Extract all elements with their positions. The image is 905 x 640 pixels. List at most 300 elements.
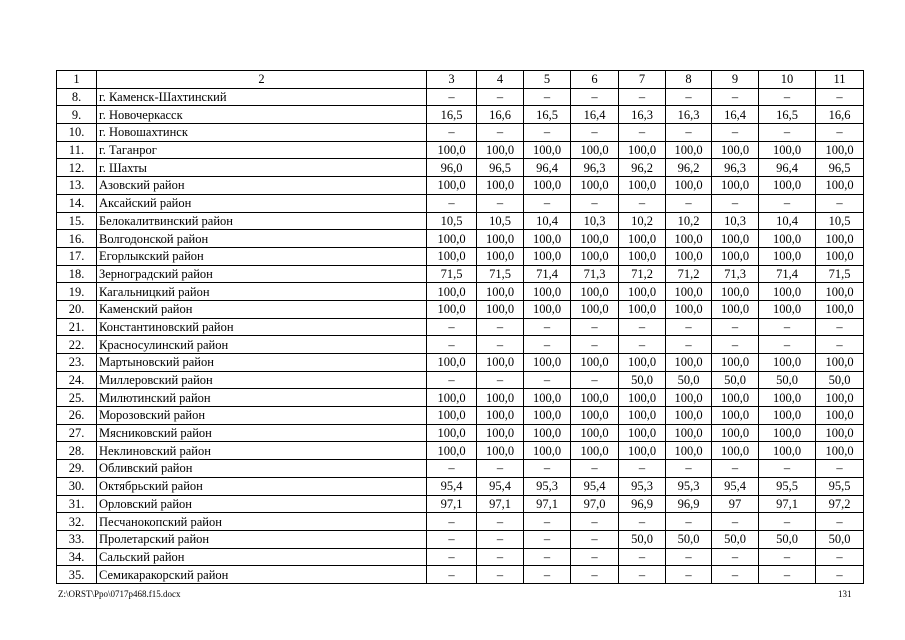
value-cell: 10,5 — [427, 212, 477, 230]
value-cell: – — [524, 194, 571, 212]
value-cell: – — [816, 194, 864, 212]
value-cell: 10,5 — [477, 212, 524, 230]
value-cell: 100,0 — [571, 230, 619, 248]
header-row — [57, 71, 864, 89]
value-cell: 10,5 — [816, 212, 864, 230]
district-name-cell: Мясниковский район — [97, 424, 427, 442]
value-cell: – — [666, 318, 712, 336]
value-cell: 100,0 — [477, 424, 524, 442]
value-cell: 100,0 — [712, 424, 759, 442]
value-cell: 100,0 — [427, 177, 477, 195]
value-cell: 50,0 — [759, 371, 816, 389]
value-cell: – — [427, 194, 477, 212]
table-row — [57, 354, 864, 372]
value-cell: 100,0 — [619, 407, 666, 425]
value-cell: 100,0 — [816, 407, 864, 425]
value-cell: – — [571, 194, 619, 212]
value-cell: 100,0 — [619, 354, 666, 372]
value-cell: – — [524, 88, 571, 106]
row-number-cell: 22. — [57, 336, 97, 354]
value-cell: 71,3 — [712, 265, 759, 283]
value-cell: 16,6 — [477, 106, 524, 124]
value-cell: 96,4 — [524, 159, 571, 177]
value-cell: – — [427, 566, 477, 584]
value-cell: 71,5 — [427, 265, 477, 283]
district-name-cell: Семикаракорский район — [97, 566, 427, 584]
value-cell: – — [712, 318, 759, 336]
table-row — [57, 477, 864, 495]
value-cell: – — [759, 460, 816, 478]
value-cell: 71,4 — [759, 265, 816, 283]
value-cell: 100,0 — [524, 442, 571, 460]
table-row — [57, 548, 864, 566]
table-row — [57, 371, 864, 389]
value-cell: – — [427, 460, 477, 478]
row-number-cell: 18. — [57, 265, 97, 283]
table-row — [57, 424, 864, 442]
value-cell: 71,5 — [816, 265, 864, 283]
value-cell: – — [712, 336, 759, 354]
header-cell: 11 — [816, 71, 864, 89]
value-cell: 50,0 — [666, 530, 712, 548]
value-cell: – — [666, 460, 712, 478]
value-cell: – — [427, 336, 477, 354]
district-name-cell: Обливский район — [97, 460, 427, 478]
district-name-cell: Пролетарский район — [97, 530, 427, 548]
value-cell: 100,0 — [427, 424, 477, 442]
row-number-cell: 33. — [57, 530, 97, 548]
value-cell: 100,0 — [816, 141, 864, 159]
value-cell: 100,0 — [427, 230, 477, 248]
value-cell: 100,0 — [477, 247, 524, 265]
value-cell: 100,0 — [759, 354, 816, 372]
value-cell: – — [666, 548, 712, 566]
value-cell: 100,0 — [712, 407, 759, 425]
row-number-cell: 25. — [57, 389, 97, 407]
value-cell: 50,0 — [816, 530, 864, 548]
value-cell: 100,0 — [759, 407, 816, 425]
value-cell: 100,0 — [619, 442, 666, 460]
value-cell: 100,0 — [666, 424, 712, 442]
district-name-cell: Мартыновский район — [97, 354, 427, 372]
value-cell: 100,0 — [666, 247, 712, 265]
value-cell: 100,0 — [571, 247, 619, 265]
value-cell: – — [427, 513, 477, 531]
value-cell: 50,0 — [759, 530, 816, 548]
table-row — [57, 194, 864, 212]
table-row — [57, 159, 864, 177]
district-name-cell: Волгодонской район — [97, 230, 427, 248]
value-cell: – — [524, 336, 571, 354]
value-cell: 96,3 — [712, 159, 759, 177]
value-cell: 71,4 — [524, 265, 571, 283]
value-cell: 100,0 — [571, 442, 619, 460]
district-name-cell: Миллеровский район — [97, 371, 427, 389]
value-cell: – — [477, 371, 524, 389]
value-cell: – — [759, 194, 816, 212]
value-cell: 97,2 — [816, 495, 864, 513]
value-cell: 97,1 — [759, 495, 816, 513]
value-cell: 100,0 — [666, 407, 712, 425]
value-cell: – — [571, 513, 619, 531]
header-cell: 6 — [571, 71, 619, 89]
value-cell: 16,5 — [427, 106, 477, 124]
district-name-cell: Константиновский район — [97, 318, 427, 336]
table-row — [57, 389, 864, 407]
value-cell: 95,5 — [759, 477, 816, 495]
value-cell: 100,0 — [477, 389, 524, 407]
table-row — [57, 513, 864, 531]
value-cell: 71,2 — [666, 265, 712, 283]
value-cell: 16,3 — [619, 106, 666, 124]
value-cell: 100,0 — [666, 283, 712, 301]
value-cell: 100,0 — [571, 283, 619, 301]
district-name-cell: Зерноградский район — [97, 265, 427, 283]
value-cell: 100,0 — [816, 442, 864, 460]
value-cell: 95,4 — [571, 477, 619, 495]
value-cell: 16,4 — [712, 106, 759, 124]
value-cell: 100,0 — [712, 230, 759, 248]
value-cell: – — [816, 336, 864, 354]
table-row — [57, 141, 864, 159]
table-row — [57, 530, 864, 548]
value-cell: – — [816, 548, 864, 566]
value-cell: 100,0 — [619, 141, 666, 159]
footer-page-number: 131 — [838, 589, 852, 599]
header-cell: 8 — [666, 71, 712, 89]
value-cell: 16,6 — [816, 106, 864, 124]
row-number-cell: 20. — [57, 300, 97, 318]
value-cell: 16,5 — [524, 106, 571, 124]
value-cell: 100,0 — [427, 389, 477, 407]
value-cell: – — [571, 548, 619, 566]
value-cell: 50,0 — [619, 371, 666, 389]
value-cell: – — [816, 513, 864, 531]
value-cell: 16,4 — [571, 106, 619, 124]
value-cell: 100,0 — [524, 300, 571, 318]
district-name-cell: Аксайский район — [97, 194, 427, 212]
table-row — [57, 566, 864, 584]
district-name-cell: г. Новошахтинск — [97, 124, 427, 142]
value-cell: – — [477, 194, 524, 212]
value-cell: – — [477, 513, 524, 531]
value-cell: – — [524, 124, 571, 142]
value-cell: 96,9 — [666, 495, 712, 513]
value-cell: – — [524, 513, 571, 531]
header-cell: 4 — [477, 71, 524, 89]
value-cell: – — [712, 548, 759, 566]
value-cell: 97,0 — [571, 495, 619, 513]
value-cell: 100,0 — [571, 424, 619, 442]
district-name-cell: Азовский район — [97, 177, 427, 195]
value-cell: 100,0 — [619, 230, 666, 248]
row-number-cell: 35. — [57, 566, 97, 584]
value-cell: – — [712, 194, 759, 212]
value-cell: – — [759, 88, 816, 106]
table-row — [57, 124, 864, 142]
value-cell: – — [427, 124, 477, 142]
value-cell: 100,0 — [619, 424, 666, 442]
value-cell: 100,0 — [712, 300, 759, 318]
value-cell: 100,0 — [816, 283, 864, 301]
value-cell: 96,5 — [477, 159, 524, 177]
value-cell: 100,0 — [571, 300, 619, 318]
row-number-cell: 24. — [57, 371, 97, 389]
value-cell: 50,0 — [712, 371, 759, 389]
value-cell: – — [571, 530, 619, 548]
district-name-cell: г. Новочеркасск — [97, 106, 427, 124]
value-cell: 100,0 — [524, 230, 571, 248]
value-cell: – — [816, 566, 864, 584]
value-cell: 100,0 — [759, 424, 816, 442]
district-name-cell: Белокалитвинский район — [97, 212, 427, 230]
value-cell: – — [619, 318, 666, 336]
row-number-cell: 16. — [57, 230, 97, 248]
header-cell: 2 — [97, 71, 427, 89]
value-cell: – — [712, 460, 759, 478]
table-row — [57, 407, 864, 425]
row-number-cell: 32. — [57, 513, 97, 531]
value-cell: 100,0 — [477, 354, 524, 372]
row-number-cell: 13. — [57, 177, 97, 195]
value-cell: 100,0 — [666, 442, 712, 460]
value-cell: 97,1 — [427, 495, 477, 513]
value-cell: 100,0 — [477, 177, 524, 195]
value-cell: – — [427, 318, 477, 336]
value-cell: 96,5 — [816, 159, 864, 177]
value-cell: 50,0 — [712, 530, 759, 548]
value-cell: 95,5 — [816, 477, 864, 495]
value-cell: 100,0 — [524, 283, 571, 301]
table-body — [57, 71, 864, 584]
value-cell: 100,0 — [712, 442, 759, 460]
value-cell: 100,0 — [759, 300, 816, 318]
header-cell: 7 — [619, 71, 666, 89]
value-cell: 100,0 — [666, 177, 712, 195]
row-number-cell: 10. — [57, 124, 97, 142]
row-number-cell: 31. — [57, 495, 97, 513]
row-number-cell: 17. — [57, 247, 97, 265]
value-cell: – — [712, 124, 759, 142]
row-number-cell: 12. — [57, 159, 97, 177]
row-number-cell: 34. — [57, 548, 97, 566]
value-cell: 95,3 — [524, 477, 571, 495]
value-cell: – — [666, 566, 712, 584]
value-cell: 100,0 — [524, 177, 571, 195]
value-cell: 100,0 — [524, 354, 571, 372]
value-cell: 100,0 — [524, 141, 571, 159]
value-cell: – — [524, 566, 571, 584]
value-cell: 100,0 — [816, 247, 864, 265]
value-cell: – — [524, 371, 571, 389]
value-cell: 100,0 — [477, 141, 524, 159]
value-cell: – — [712, 88, 759, 106]
district-name-cell: г. Таганрог — [97, 141, 427, 159]
value-cell: 100,0 — [619, 247, 666, 265]
value-cell: – — [666, 194, 712, 212]
value-cell: 95,4 — [427, 477, 477, 495]
table-row — [57, 230, 864, 248]
row-number-cell: 27. — [57, 424, 97, 442]
value-cell: 100,0 — [477, 300, 524, 318]
value-cell: 100,0 — [712, 389, 759, 407]
value-cell: 100,0 — [477, 230, 524, 248]
row-number-cell: 21. — [57, 318, 97, 336]
district-name-cell: Морозовский район — [97, 407, 427, 425]
value-cell: 100,0 — [816, 300, 864, 318]
header-cell: 1 — [57, 71, 97, 89]
value-cell: – — [477, 88, 524, 106]
value-cell: – — [477, 336, 524, 354]
value-cell: 71,2 — [619, 265, 666, 283]
value-cell: 100,0 — [619, 283, 666, 301]
value-cell: 95,3 — [666, 477, 712, 495]
table-row — [57, 88, 864, 106]
value-cell: – — [477, 124, 524, 142]
table-row — [57, 460, 864, 478]
value-cell: 100,0 — [712, 141, 759, 159]
value-cell: 100,0 — [619, 177, 666, 195]
row-number-cell: 8. — [57, 88, 97, 106]
row-number-cell: 11. — [57, 141, 97, 159]
value-cell: – — [427, 548, 477, 566]
table-row — [57, 495, 864, 513]
value-cell: 10,3 — [712, 212, 759, 230]
value-cell: 10,2 — [666, 212, 712, 230]
value-cell: 100,0 — [427, 283, 477, 301]
value-cell: 100,0 — [816, 354, 864, 372]
value-cell: – — [571, 336, 619, 354]
value-cell: – — [571, 124, 619, 142]
value-cell: 100,0 — [524, 407, 571, 425]
value-cell: – — [759, 548, 816, 566]
value-cell: – — [427, 88, 477, 106]
value-cell: 100,0 — [427, 442, 477, 460]
row-number-cell: 30. — [57, 477, 97, 495]
value-cell: 100,0 — [759, 247, 816, 265]
value-cell: – — [427, 371, 477, 389]
value-cell: – — [571, 318, 619, 336]
value-cell: – — [477, 566, 524, 584]
value-cell: 100,0 — [477, 283, 524, 301]
value-cell: – — [759, 336, 816, 354]
value-cell: – — [477, 460, 524, 478]
value-cell: 16,5 — [759, 106, 816, 124]
value-cell: 100,0 — [619, 389, 666, 407]
value-cell: 100,0 — [571, 389, 619, 407]
value-cell: 100,0 — [759, 141, 816, 159]
district-name-cell: Милютинский район — [97, 389, 427, 407]
row-number-cell: 28. — [57, 442, 97, 460]
value-cell: 50,0 — [816, 371, 864, 389]
table-row — [57, 106, 864, 124]
value-cell: 100,0 — [477, 442, 524, 460]
value-cell: – — [712, 513, 759, 531]
value-cell: 95,3 — [619, 477, 666, 495]
value-cell: – — [619, 124, 666, 142]
value-cell: 100,0 — [816, 230, 864, 248]
value-cell: 100,0 — [712, 247, 759, 265]
value-cell: 100,0 — [427, 407, 477, 425]
value-cell: 100,0 — [427, 300, 477, 318]
value-cell: 96,9 — [619, 495, 666, 513]
value-cell: – — [816, 124, 864, 142]
value-cell: – — [524, 530, 571, 548]
value-cell: 100,0 — [816, 389, 864, 407]
value-cell: – — [571, 371, 619, 389]
value-cell: 100,0 — [427, 247, 477, 265]
value-cell: – — [524, 318, 571, 336]
row-number-cell: 14. — [57, 194, 97, 212]
table-row — [57, 336, 864, 354]
value-cell: 100,0 — [712, 354, 759, 372]
value-cell: – — [571, 88, 619, 106]
value-cell: 71,5 — [477, 265, 524, 283]
value-cell: – — [524, 548, 571, 566]
value-cell: 100,0 — [571, 354, 619, 372]
value-cell: 100,0 — [759, 442, 816, 460]
value-cell: – — [477, 318, 524, 336]
data-table — [56, 70, 864, 584]
header-cell: 10 — [759, 71, 816, 89]
value-cell: 100,0 — [816, 177, 864, 195]
value-cell: 50,0 — [619, 530, 666, 548]
table-row — [57, 442, 864, 460]
table-row — [57, 283, 864, 301]
value-cell: 10,3 — [571, 212, 619, 230]
value-cell: 71,3 — [571, 265, 619, 283]
header-cell: 9 — [712, 71, 759, 89]
value-cell: – — [759, 318, 816, 336]
value-cell: 100,0 — [666, 230, 712, 248]
table-row — [57, 212, 864, 230]
value-cell: 100,0 — [712, 177, 759, 195]
table-row — [57, 318, 864, 336]
value-cell: 100,0 — [571, 177, 619, 195]
value-cell: 95,4 — [477, 477, 524, 495]
header-cell: 3 — [427, 71, 477, 89]
value-cell: – — [571, 566, 619, 584]
value-cell: 100,0 — [666, 354, 712, 372]
row-number-cell: 19. — [57, 283, 97, 301]
value-cell: 10,4 — [524, 212, 571, 230]
table-row — [57, 265, 864, 283]
table-row — [57, 177, 864, 195]
row-number-cell: 15. — [57, 212, 97, 230]
value-cell: – — [666, 88, 712, 106]
value-cell: 100,0 — [571, 407, 619, 425]
value-cell: – — [816, 318, 864, 336]
value-cell: 100,0 — [759, 230, 816, 248]
row-number-cell: 29. — [57, 460, 97, 478]
value-cell: – — [619, 513, 666, 531]
value-cell: 96,3 — [571, 159, 619, 177]
value-cell: – — [712, 566, 759, 584]
value-cell: – — [759, 124, 816, 142]
value-cell: 100,0 — [666, 300, 712, 318]
value-cell: 100,0 — [759, 389, 816, 407]
value-cell: 97 — [712, 495, 759, 513]
value-cell: – — [477, 548, 524, 566]
header-cell: 5 — [524, 71, 571, 89]
district-name-cell: Орловский район — [97, 495, 427, 513]
value-cell: 100,0 — [427, 141, 477, 159]
value-cell: 100,0 — [524, 424, 571, 442]
value-cell: – — [571, 460, 619, 478]
value-cell: 96,2 — [619, 159, 666, 177]
district-name-cell: Неклиновский район — [97, 442, 427, 460]
value-cell: 100,0 — [759, 283, 816, 301]
